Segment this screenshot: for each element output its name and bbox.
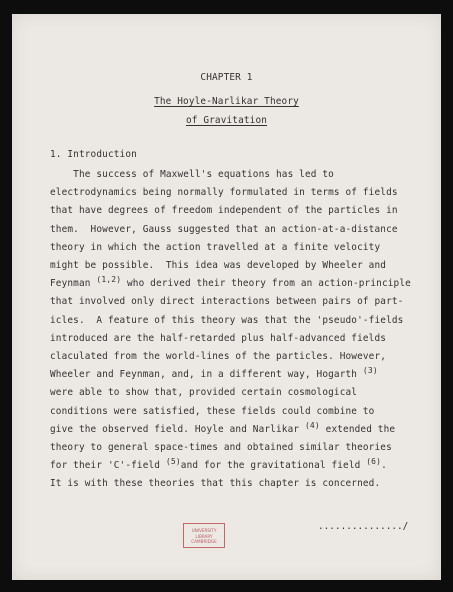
reference-superscript: (3) [362, 366, 378, 376]
line-text: give the observed field. Hoyle and Narlikar [50, 423, 305, 435]
line-text: Wheeler and Feynman, and, in a different way, Hogarth [50, 369, 363, 381]
body-line [50, 242, 380, 254]
line-text: theory in which the action travelled at a finite velocity [50, 241, 381, 253]
document-page [12, 14, 441, 580]
line-text: who derived their theory from an action-principle [121, 278, 411, 290]
body-line [50, 260, 386, 272]
body-line [50, 387, 357, 399]
line-text: might be possible. This idea was developed by Wheeler and [50, 260, 387, 271]
body-line [50, 351, 386, 363]
reference-superscript: (1,2) [96, 275, 122, 285]
body-line [50, 315, 403, 327]
line-text: theory to general space-times and obtained similar theories [50, 442, 392, 453]
section-heading: 1. Introduction [50, 149, 137, 160]
chapter-label: CHAPTER 1 [200, 72, 253, 83]
body-line [50, 187, 398, 199]
body-line [50, 366, 378, 381]
chapter-title-line-2: of Gravitation [185, 115, 268, 126]
body-line [50, 296, 403, 308]
line-text: conditions were satisfied, these fields could combine to [50, 405, 375, 417]
line-text: Feynman [50, 278, 97, 290]
body-line [50, 275, 411, 290]
line-text: for their 'C'-field [50, 460, 166, 472]
line-text: . [381, 460, 387, 472]
body-line [50, 406, 374, 418]
body-line [50, 442, 392, 454]
line-text: It is with these theories that this chapter is concerned. [50, 478, 381, 490]
line-text: and for the gravitational field [180, 460, 367, 472]
library-stamp: UNIVERSITY LIBRARY CAMBRIDGE [183, 523, 225, 548]
body-line [50, 169, 334, 181]
continuation-marker: .............../ [318, 521, 409, 532]
line-text: The success of Maxwell's equations has led to [50, 169, 334, 180]
line-text: icles. A feature of this theory was that the 'pseudo'-fields [50, 314, 404, 326]
line-text: that have degrees of freedom independent of the particles in [50, 205, 398, 217]
chapter-title-line-1: The Hoyle-Narlikar Theory [154, 96, 299, 107]
body-line [50, 205, 398, 217]
line-text: claculated from the world-lines of the particles. However, [50, 351, 387, 362]
line-text: that involved only direct interactions between pairs of part- [50, 296, 404, 308]
line-text: them. However, Gauss suggested that an action-at-a-distance [50, 223, 398, 235]
reference-superscript: (6) [366, 457, 382, 467]
line-text: extended the [319, 423, 396, 435]
body-line [50, 420, 396, 436]
reference-superscript: (5) [165, 457, 181, 467]
body-line [50, 333, 386, 345]
line-text: electrodynamics being normally formulated in terms of fields [50, 187, 398, 199]
line-text: introduced are the half-retarded plus half-advanced fields [50, 332, 387, 344]
body-line [50, 478, 380, 490]
reference-superscript: (4) [304, 420, 320, 430]
body-line [50, 224, 398, 236]
body-line [50, 457, 387, 472]
line-text: were able to show that, provided certain cosmological [50, 387, 358, 399]
